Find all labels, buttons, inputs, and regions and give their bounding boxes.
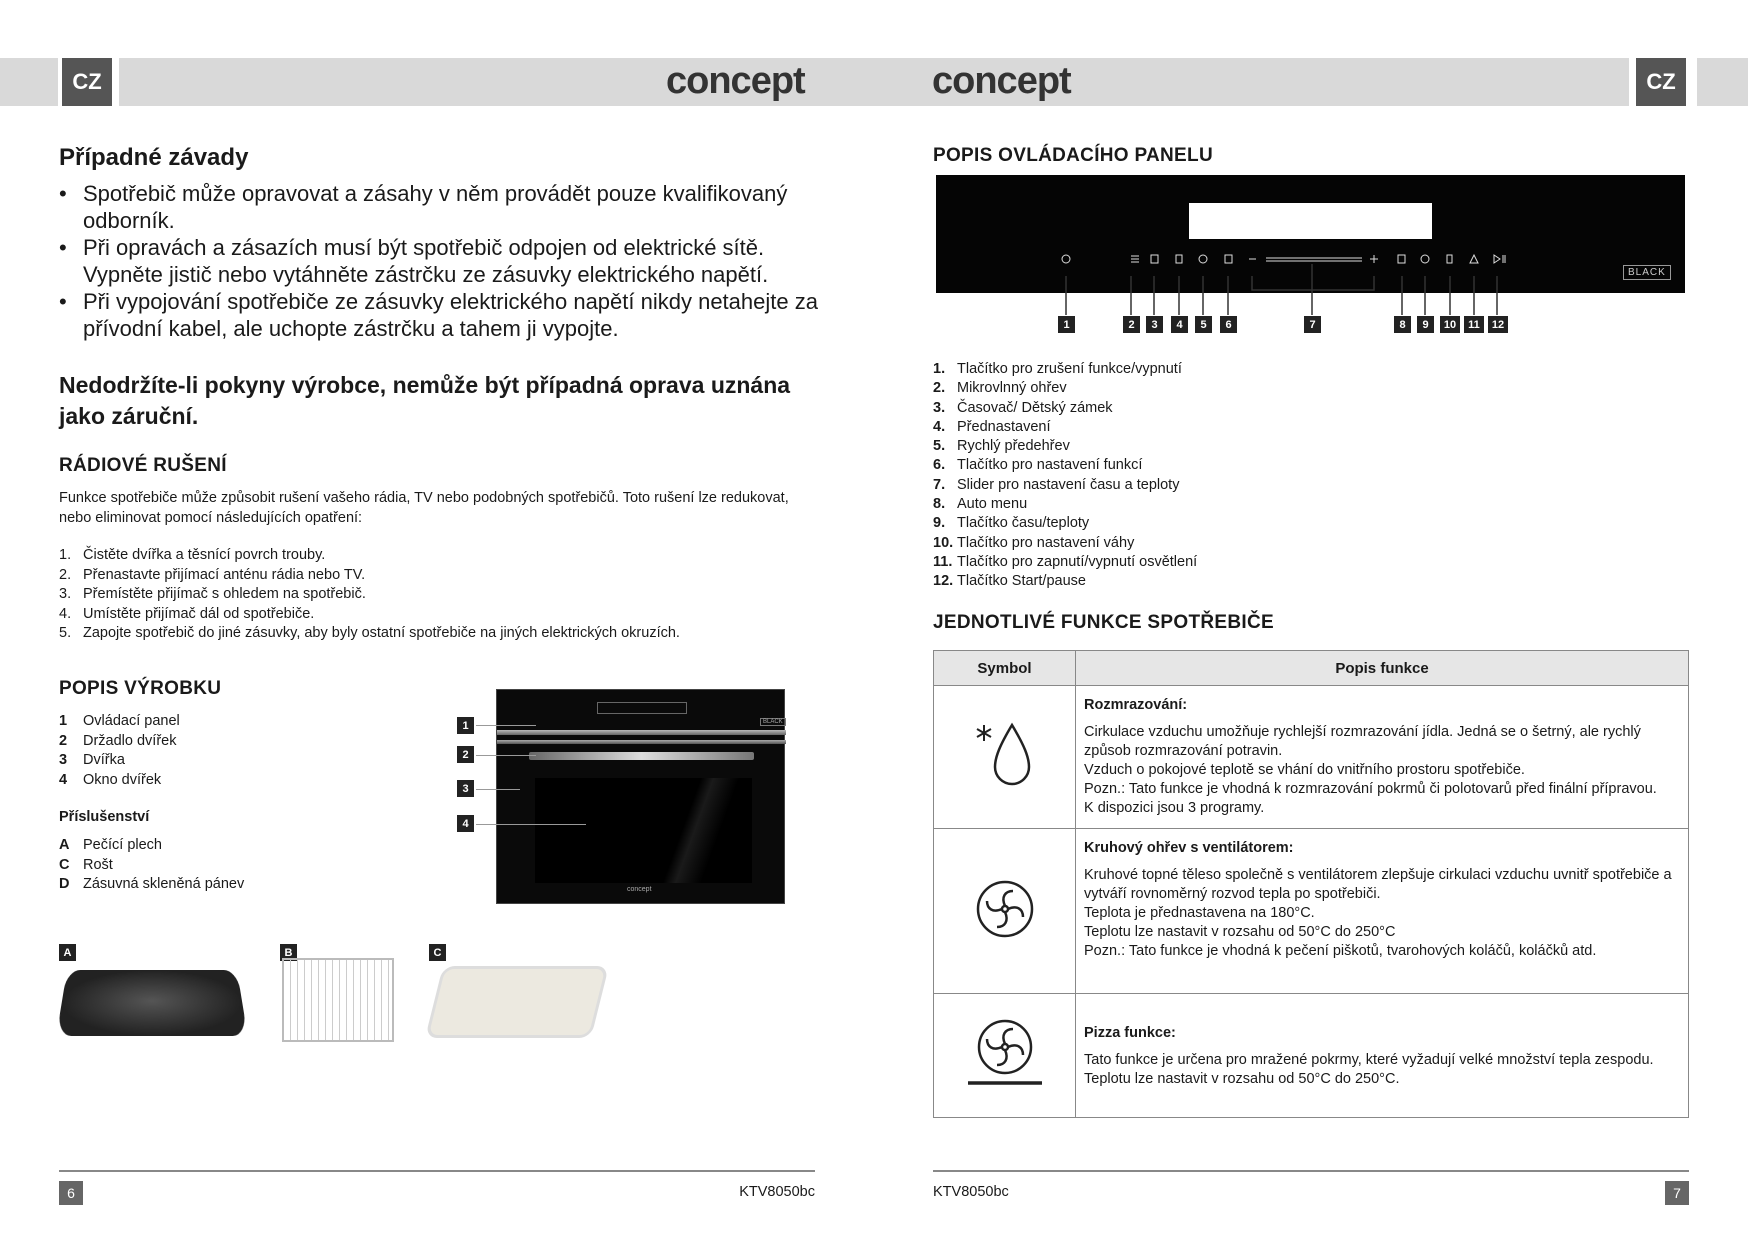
header-description: Popis funkce	[1076, 651, 1689, 686]
accessory-label: C	[429, 944, 446, 961]
wire-rack-image	[282, 958, 394, 1042]
header-bar	[0, 58, 58, 106]
table-row	[934, 829, 1689, 994]
callout-label: 4	[457, 815, 474, 832]
page-number: 6	[59, 1181, 83, 1205]
radio-title: RÁDIOVÉ RUŠENÍ	[59, 455, 227, 476]
callout-label: 11	[1464, 316, 1484, 333]
glass-pan-image	[425, 966, 609, 1038]
product-title: POPIS VÝROBKU	[59, 678, 222, 699]
list-item: 3. Přemístěte přijímač s ohledem na spotřebič.	[59, 586, 366, 602]
oven-badge: BLACK	[760, 718, 786, 726]
callout-label: 2	[1123, 316, 1140, 333]
list-item: 5. Zapojte spotřebič do jiné zásuvky, aby byly ostatní spotřebiče na jiných elektrických okruzích.	[59, 625, 680, 641]
header-bar	[119, 58, 1629, 106]
radio-steps	[59, 546, 680, 644]
function-description: Pizza funkce: Tato funkce je určena pro mražené pokrmy, které vyžadují velké množství tepla zespodu. Teplotu lze nastavit v rozsahu od 50°C do 250°C.	[1076, 994, 1689, 1118]
table-row	[934, 686, 1689, 829]
callout-label: 3	[1146, 316, 1163, 333]
parts-list: 1 Ovládací panel 2 Držadlo dvířek 3 Dvířka 4 Okno dvířek	[59, 713, 180, 788]
callout-line	[476, 789, 520, 790]
accessory-label: A	[59, 944, 76, 961]
door-handle	[529, 752, 754, 760]
functions-table	[933, 650, 1689, 1118]
footer-rule	[933, 1170, 1689, 1172]
callout-label: 9	[1417, 316, 1434, 333]
list-item: 1. Čistěte dvířka a těsnící povrch trouby.	[59, 547, 326, 563]
fan-icon	[934, 829, 1076, 994]
bullet-item: • Při vypojování spotřebiče ze zásuvky elektrického napětí nikdy netahejte za přívodní kabel, ale uchopte zástrčku a tahem ji vypojte.	[59, 288, 819, 342]
model-number: KTV8050bc	[933, 1184, 1009, 1200]
panel-title: POPIS OVLÁDACÍHO PANELU	[933, 145, 1213, 166]
warranty-warning: Nedodržíte-li pokyny výrobce, nemůže být případná oprava uznána jako záruční.	[59, 372, 791, 429]
model-number: KTV8050bc	[739, 1184, 815, 1200]
door-window	[535, 778, 752, 883]
bullet-item: • Při opravách a zásazích musí být spotřebič odpojen od elektrické sítě. Vypněte jistič nebo vytáhněte zástrčku ze zásuvky elektrického napětí.	[59, 234, 819, 288]
language-badge: CZ	[1636, 58, 1686, 106]
baking-tray-image	[56, 970, 247, 1036]
callout-line	[476, 824, 586, 825]
functions-title: JEDNOTLIVÉ FUNKCE SPOTŘEBIČE	[933, 612, 1274, 633]
oven-logo: concept	[627, 886, 652, 893]
header-symbol: Symbol	[934, 651, 1076, 686]
oven-display	[597, 702, 687, 714]
callout-label: 2	[457, 746, 474, 763]
callout-label: 1	[1058, 316, 1075, 333]
callout-label: 8	[1394, 316, 1411, 333]
radio-text: Funkce spotřebiče může způsobit rušení vašeho rádia, TV nebo podobných spotřebičů. Toto rušení lze redukovat, nebo eliminovat pomocí následujících opatření:	[59, 490, 789, 526]
oven-trim	[497, 730, 786, 735]
callout-label: 3	[457, 780, 474, 797]
accessories-list: A Pečící plech C Rošt D Zásuvná skleněná pánev	[59, 837, 245, 892]
function-description: Rozmrazování: Cirkulace vzduchu umožňuje rychlejší rozmrazování jídla. Jedná se o šetrný, ale rychlý způsob rozmrazování potravin. Vzduch o pokojové teplotě se vhání do vnitřního prostoru spotřebiče. Pozn.: Tato funkce je vhodná k rozmrazování pokrmů či polotovarů před finální přípravou. K dispozici jsou 3 programy.	[1076, 686, 1689, 829]
section-title: Případné závady	[59, 144, 249, 171]
fault-bullets	[59, 180, 819, 342]
accessories-title: Příslušenství	[59, 809, 150, 825]
language-badge: CZ	[62, 58, 112, 106]
callout-label: 7	[1304, 316, 1321, 333]
brand-logo: concept	[666, 60, 805, 102]
header-bar	[1697, 58, 1748, 106]
pizza-icon	[934, 994, 1076, 1118]
accessory-label: B	[280, 944, 297, 961]
panel-badge: BLACK	[1623, 265, 1671, 280]
list-item: 4. Umístěte přijímač dál od spotřebiče.	[59, 605, 315, 622]
callout-label: 6	[1220, 316, 1237, 333]
callout-label: 5	[1195, 316, 1212, 333]
callout-label: 10	[1440, 316, 1460, 333]
page-number: 7	[1665, 1181, 1689, 1205]
callout-label: 1	[457, 717, 474, 734]
callout-line	[476, 755, 536, 756]
controls-list: 1. Tlačítko pro zrušení funkce/vypnutí 2. Mikrovlnný ohřev 3. Časovač/ Dětský zámek 4. Přednastavení 5. Rychlý předehřev 6. Tlačítko pro nastavení funkcí 7. Slider pro nastavení času a teploty 8. Auto menu 9. Tlačítko času/teploty 10. Tlačítko pro nastavení váhy 11. Tlačítko pro zapnutí/vypnutí osvětlení 12. Tlačítko Start/pause	[933, 361, 1198, 590]
brand-logo: concept	[932, 60, 1071, 102]
table-row	[934, 994, 1689, 1118]
footer-rule	[59, 1170, 815, 1172]
callout-line	[476, 725, 536, 726]
oven-trim	[497, 740, 786, 744]
callout-label: 4	[1171, 316, 1188, 333]
list-item: 2. Přenastavte přijímací anténu rádia nebo TV.	[59, 566, 366, 583]
oven-image	[496, 689, 785, 904]
defrost-icon	[934, 686, 1076, 829]
bullet-item: • Spotřebič může opravovat a zásahy v něm provádět pouze kvalifikovaný odborník.	[59, 180, 819, 234]
callout-label: 12	[1488, 316, 1508, 333]
function-description: Kruhový ohřev s ventilátorem: Kruhové topné těleso společně s ventilátorem zlepšuje cirkulaci vzduchu uvnitř spotřebiče a vytváří rovnoměrný rozvod tepla po spotřebiči. Teplota je přednastavena na 180°C. Teplotu lze nastavit v rozsahu od 50°C do 250°C Pozn.: Tato funkce je vhodná k pečení piškotů, tvarohových koláčů, koláčků atd.	[1076, 829, 1689, 994]
callout-lines	[936, 260, 1685, 320]
